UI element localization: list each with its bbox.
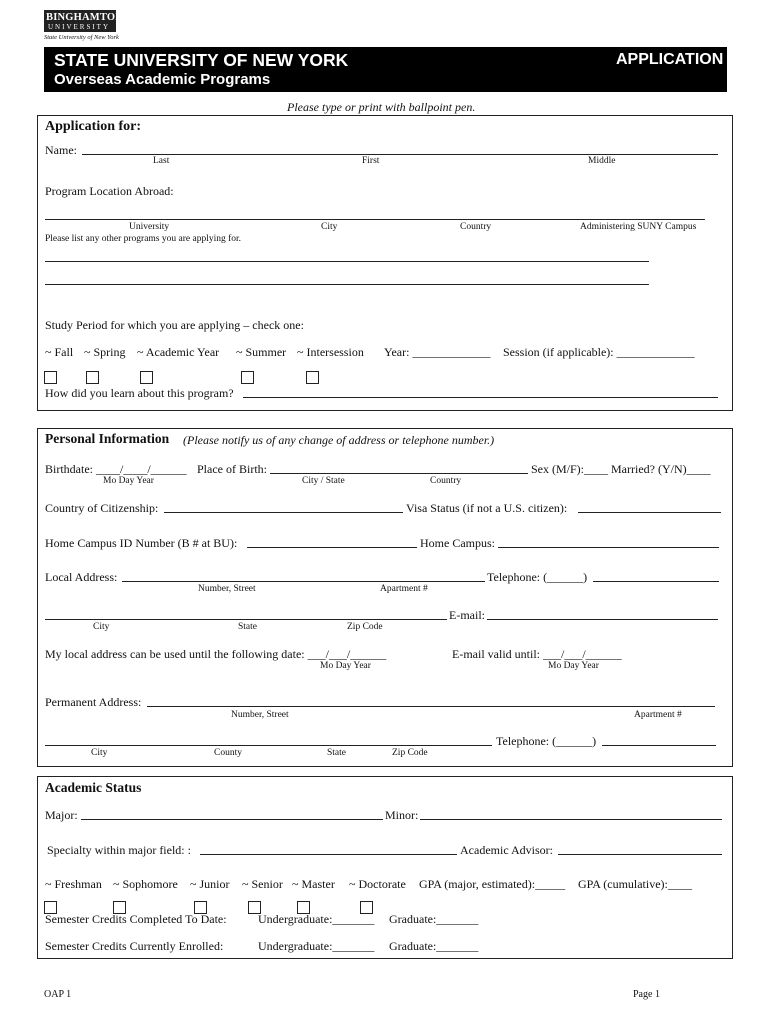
logo-tag: State University of New York xyxy=(44,34,119,41)
specialty-label: Specialty within major field: : xyxy=(47,843,191,857)
perm-telephone-field[interactable] xyxy=(602,745,716,746)
credits-enrolled-undergrad[interactable]: Undergraduate:_______ xyxy=(258,939,375,953)
email-label: E-mail: xyxy=(449,608,485,622)
perm-apartment: Apartment # xyxy=(634,710,682,720)
academic-heading: Academic Status xyxy=(45,780,142,795)
checkbox-intersession[interactable] xyxy=(306,371,319,384)
email-field[interactable] xyxy=(487,619,718,620)
level-sophomore: ~ Sophomore xyxy=(113,877,178,891)
level-senior: ~ Senior xyxy=(242,877,283,891)
name-last: Last xyxy=(153,156,170,166)
form-id: OAP 1 xyxy=(44,989,72,1000)
page-number: Page 1 xyxy=(633,989,660,1000)
local-city-line[interactable] xyxy=(45,619,447,620)
checkbox-fall[interactable] xyxy=(44,371,57,384)
level-doctorate: ~ Doctorate xyxy=(349,877,406,891)
logo-name: BINGHAMTON xyxy=(46,12,124,23)
local-until-hint: Mo Day Year xyxy=(320,661,371,671)
other-programs-line-2[interactable] xyxy=(45,284,649,285)
other-programs-line-1[interactable] xyxy=(45,261,649,262)
credits-completed-grad[interactable]: Graduate:_______ xyxy=(389,912,479,926)
home-campus-label: Home Campus: xyxy=(420,536,495,550)
pob-country: Country xyxy=(430,476,462,486)
personal-heading: Personal Information xyxy=(45,431,170,446)
local-address-label: Local Address: xyxy=(45,570,118,584)
period-summer: ~ Summer xyxy=(236,345,287,359)
period-spring: ~ Spring xyxy=(84,345,126,359)
level-master: ~ Master xyxy=(292,877,335,891)
advisor-label: Academic Advisor: xyxy=(460,843,553,857)
period-intersession: ~ Intersession xyxy=(297,345,364,359)
major-field[interactable] xyxy=(81,819,383,820)
perm-zip: Zip Code xyxy=(392,748,428,758)
checkbox-academic-year[interactable] xyxy=(140,371,153,384)
home-campus-field[interactable] xyxy=(498,547,719,548)
perm-county: County xyxy=(214,748,242,758)
study-period-label: Study Period for which you are applying – check one: xyxy=(45,318,304,332)
birthdate-field[interactable]: Birthdate: ____/____/______ xyxy=(45,462,187,476)
email-until-hint: Mo Day Year xyxy=(548,661,599,671)
citizenship-label: Country of Citizenship: xyxy=(45,501,159,515)
permanent-address-field[interactable] xyxy=(147,706,715,707)
sex-married-field[interactable]: Sex (M/F):____ Married? (Y/N)____ xyxy=(531,462,711,476)
period-academic-year: ~ Academic Year xyxy=(137,345,220,359)
program-location-field[interactable] xyxy=(45,219,705,220)
loc-campus: Administering SUNY Campus xyxy=(580,222,697,232)
local-city: City xyxy=(93,622,110,632)
major-label: Major: xyxy=(45,808,78,822)
credits-enrolled-grad[interactable]: Graduate:_______ xyxy=(389,939,479,953)
place-of-birth-label: Place of Birth: xyxy=(197,462,267,476)
minor-label: Minor: xyxy=(385,808,419,822)
credits-completed-label: Semester Credits Completed To Date: xyxy=(45,912,227,926)
local-telephone-field[interactable] xyxy=(593,581,719,582)
session-field[interactable]: Session (if applicable): _____________ xyxy=(503,345,695,359)
specialty-field[interactable] xyxy=(200,854,457,855)
level-junior: ~ Junior xyxy=(190,877,230,891)
name-field[interactable] xyxy=(82,154,718,155)
learn-field[interactable] xyxy=(243,397,718,398)
home-id-field[interactable] xyxy=(247,547,417,548)
gpa-cumulative-field[interactable]: GPA (cumulative):____ xyxy=(578,877,692,891)
credits-completed-undergrad[interactable]: Undergraduate:_______ xyxy=(258,912,375,926)
application-heading: Application for: xyxy=(45,119,142,134)
instruction: Please type or print with ballpoint pen. xyxy=(287,100,476,114)
loc-city: City xyxy=(321,222,338,232)
local-zip: Zip Code xyxy=(347,622,383,632)
local-apartment: Apartment # xyxy=(380,584,428,594)
application-section xyxy=(37,115,733,411)
learn-label: How did you learn about this program? xyxy=(45,386,234,400)
minor-field[interactable] xyxy=(420,819,722,820)
pob-city-state: City / State xyxy=(302,476,345,486)
credits-enrolled-label: Semester Credits Currently Enrolled: xyxy=(45,939,224,953)
citizenship-field[interactable] xyxy=(164,512,403,513)
email-until-field[interactable]: E-mail valid until: ___/___/______ xyxy=(452,647,622,661)
header-subtitle: Overseas Academic Programs xyxy=(54,71,271,88)
header-application: APPLICATION xyxy=(616,51,724,68)
perm-state: State xyxy=(327,748,346,758)
personal-note: (Please notify us of any change of address or telephone number.) xyxy=(183,433,495,447)
local-telephone-label: Telephone: (______) xyxy=(487,570,588,584)
perm-number-street: Number, Street xyxy=(231,710,289,720)
program-location-label: Program Location Abroad: xyxy=(45,184,174,198)
year-field[interactable]: Year: _____________ xyxy=(384,345,491,359)
loc-country: Country xyxy=(460,222,492,232)
local-until-field[interactable]: My local address can be used until the following date: ___/___/______ xyxy=(45,647,387,661)
perm-city: City xyxy=(91,748,108,758)
perm-telephone-label: Telephone: (______) xyxy=(496,734,597,748)
visa-label: Visa Status (if not a U.S. citizen): xyxy=(406,501,568,515)
gpa-major-field[interactable]: GPA (major, estimated):_____ xyxy=(419,877,566,891)
loc-university: University xyxy=(129,222,170,232)
local-address-field[interactable] xyxy=(122,581,485,582)
period-fall: ~ Fall xyxy=(45,345,74,359)
header-title: STATE UNIVERSITY OF NEW YORK xyxy=(54,50,349,70)
other-programs-label: Please list any other programs you are applying for. xyxy=(45,234,242,244)
local-number-street: Number, Street xyxy=(198,584,256,594)
home-id-label: Home Campus ID Number (B # at BU): xyxy=(45,536,238,550)
birthdate-hint: Mo Day Year xyxy=(103,476,154,486)
local-state: State xyxy=(238,622,257,632)
checkbox-summer[interactable] xyxy=(241,371,254,384)
level-freshman: ~ Freshman xyxy=(45,877,102,891)
perm-city-line[interactable] xyxy=(45,745,492,746)
academic-section xyxy=(37,776,733,959)
checkbox-spring[interactable] xyxy=(86,371,99,384)
advisor-field[interactable] xyxy=(558,854,722,855)
permanent-address-label: Permanent Address: xyxy=(45,695,142,709)
name-middle: Middle xyxy=(588,156,616,166)
logo-sub: UNIVERSITY xyxy=(48,23,110,31)
name-label: Name: xyxy=(45,143,77,157)
place-of-birth-field[interactable] xyxy=(270,473,528,474)
name-first: First xyxy=(362,156,380,166)
visa-field[interactable] xyxy=(578,512,721,513)
